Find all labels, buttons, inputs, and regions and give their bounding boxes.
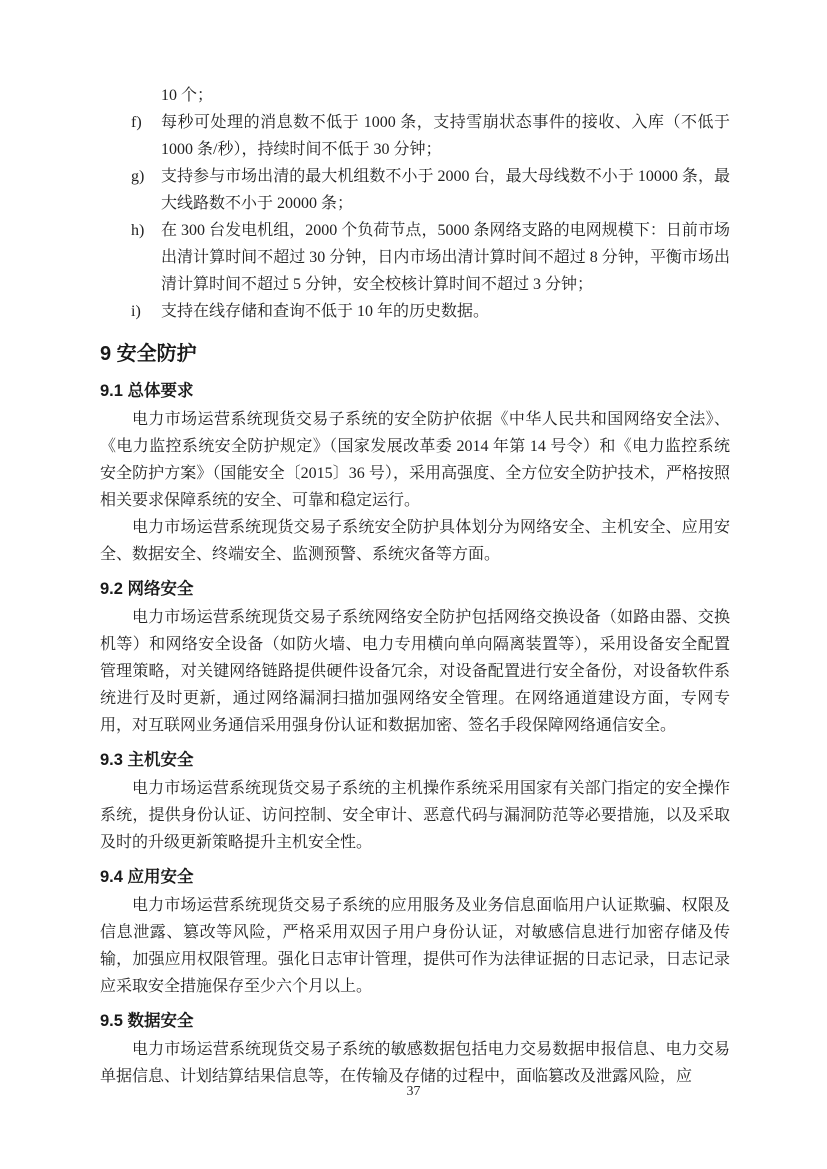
paragraph: 电力市场运营系统现货交易子系统的主机操作系统采用国家有关部门指定的安全操作系统，提供身份认证、访问控制、安全审计、恶意代码与漏洞防范等必要措施，以及采取及时的升级更新策略提升主机安全性。 — [100, 780, 730, 851]
section-9-1 — [100, 379, 730, 568]
section-heading-9-2: 9.2 网络安全 — [100, 580, 194, 598]
list-item-label: f) — [131, 114, 142, 131]
section-heading-9-4: 9.4 应用安全 — [100, 868, 194, 886]
list-continuation-line: 10 个； — [161, 87, 214, 104]
spec-list — [100, 82, 730, 325]
list-item-h — [100, 217, 730, 298]
list-item-text: 在 300 台发电机组，2000 个负荷节点，5000 条网络支路的电网规模下：日前市场出清计算时间不超过 30 分钟，日内市场出清计算时间不超过 8 分钟，平衡市场出清计算时间不超过 5 分钟，安全校核计算时间不超过 3 分钟； — [161, 222, 730, 293]
paragraph: 电力市场运营系统现货交易子系统网络安全防护包括网络交换设备（如路由器、交换机等）和网络安全设备（如防火墙、电力专用横向单向隔离装置等），采用设备安全配置管理策略，对关键网络链路提供硬件设备冗余，对设备配置进行安全备份，对设备软件系统进行及时更新，通过网络漏洞扫描加强网络安全管理。在网络通道建设方面，专网专用，对互联网业务通信采用强身份认证和数据加密、签名手段保障网络通信安全。 — [100, 609, 730, 734]
list-item-text: 支持参与市场出清的最大机组数不小于 2000 台，最大母线数不小于 10000 条，最大线路数不小于 20000 条； — [161, 168, 730, 212]
page-number: 37 — [406, 1084, 421, 1099]
list-item-f — [100, 109, 730, 163]
section-9-2 — [100, 577, 730, 739]
list-item-label: i) — [131, 303, 141, 320]
list-item-g — [100, 163, 730, 217]
paragraph: 电力市场运营系统现货交易子系统的安全防护依据《中华人民共和国网络安全法》、《电力监控系统安全防护规定》（国家发展改革委 2014 年第 14 号令）和《电力监控系统安全防护方案》（国能安全〔2015〕36 号），采用高强度、全方位安全防护技术，严格按照相关要求保障系统的安全、可靠和稳定运行。 — [100, 411, 730, 509]
list-item-i — [100, 298, 730, 325]
paragraph: 电力市场运营系统现货交易子系统安全防护具体划分为网络安全、主机安全、应用安全、数据安全、终端安全、监测预警、系统灾备等方面。 — [100, 519, 730, 563]
section-9-3 — [100, 748, 730, 856]
chapter-heading: 9 安全防护 — [100, 343, 197, 365]
paragraph: 电力市场运营系统现货交易子系统的敏感数据包括电力交易数据申报信息、电力交易单据信息、计划结算结果信息等，在传输及存储的过程中，面临篡改及泄露风险，应 — [100, 1041, 730, 1085]
paragraph: 电力市场运营系统现货交易子系统的应用服务及业务信息面临用户认证欺骗、权限及信息泄露、篡改等风险，严格采用双因子用户身份认证，对敏感信息进行加密存储及传输，加强应用权限管理。强化日志审计管理，提供可作为法律证据的日志记录，日志记录应采取安全措施保存至少六个月以上。 — [100, 897, 730, 995]
section-heading-9-3: 9.3 主机安全 — [100, 751, 194, 769]
section-heading-9-1: 9.1 总体要求 — [100, 382, 194, 400]
list-item-text: 支持在线存储和查询不低于 10 年的历史数据。 — [161, 303, 490, 320]
section-heading-9-5: 9.5 数据安全 — [100, 1012, 194, 1030]
section-9-5 — [100, 1009, 730, 1090]
section-9-4 — [100, 865, 730, 1000]
list-item-text: 每秒可处理的消息数不低于 1000 条，支持雪崩状态事件的接收、入库（不低于 1000 条/秒），持续时间不低于 30 分钟； — [161, 114, 730, 158]
list-item-label: h) — [131, 222, 145, 239]
list-item-label: g) — [131, 168, 145, 185]
